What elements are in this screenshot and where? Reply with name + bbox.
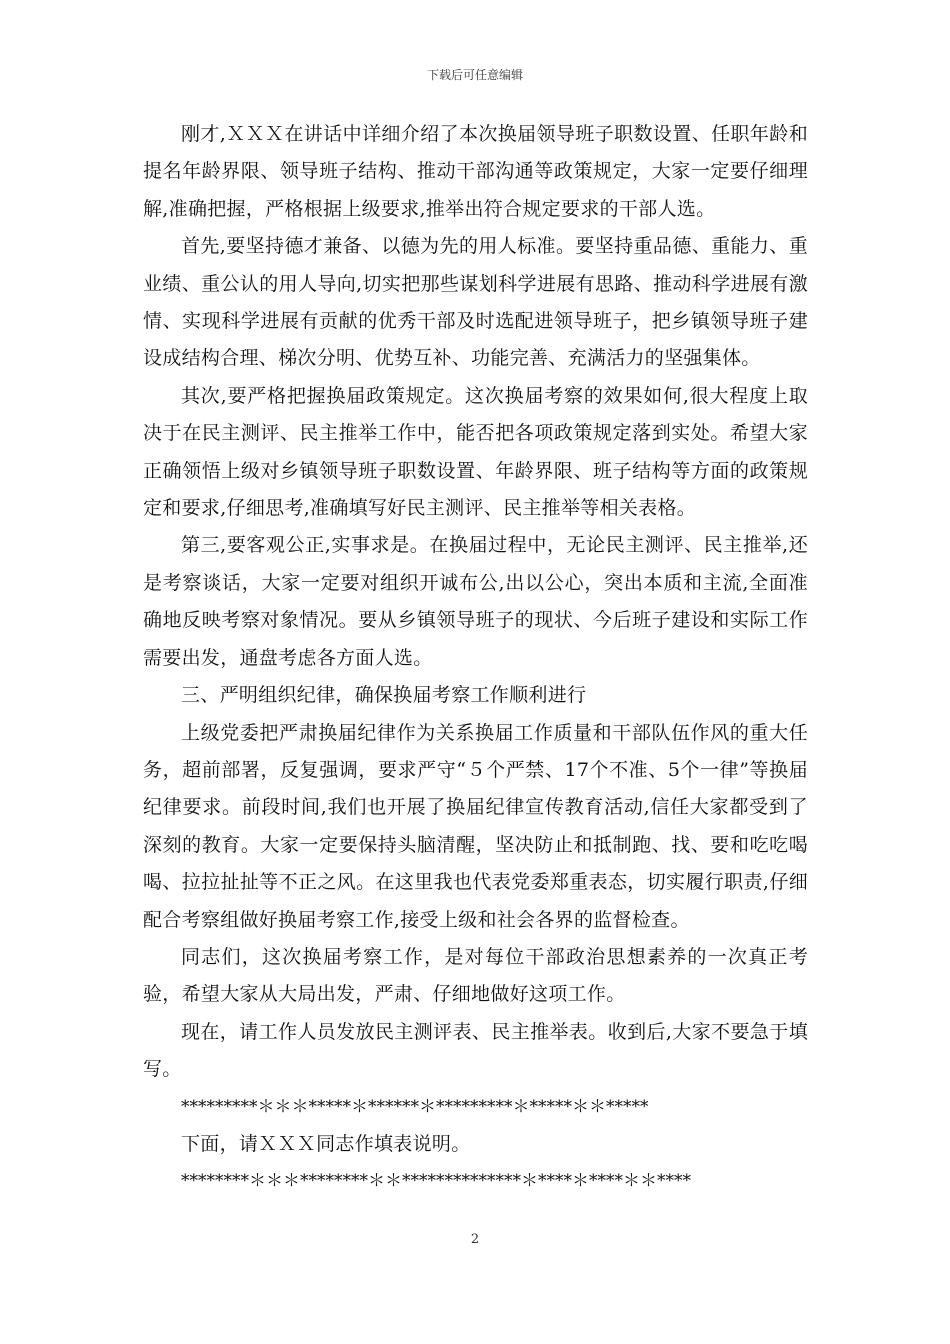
- document-body: [143, 116, 808, 1201]
- separator-line: ********＊＊＊********＊＊**************＊****＊****＊＊****: [181, 1171, 691, 1192]
- separator-line: *********＊＊＊*****＊******＊*********＊*****＊＊*****: [181, 1096, 649, 1117]
- paragraph-distribute-forms: 现在，请工作人员发放民主测评表、民主推举表。收到后,大家不要急于填写。: [143, 1020, 808, 1081]
- paragraph-first-point: 首先,要坚持德才兼备、以德为先的用人标准。要坚持重品德、重能力、重业绩、重公认的用人导向,切实把那些谋划科学进展有思路、推动科学进展有激情、实现科学进展有贡献的优秀干部及时选配进领导班子，把乡镇领导班子建设成结构合理、梯次分明、优势互补、功能完善、充满活力的坚强集体。: [143, 235, 808, 370]
- page-header: 下载后可任意编辑: [426, 68, 523, 82]
- paragraph-comrades: 同志们，这次换届考察工作，是对每位干部政治思想素养的一次真正考验，希望大家从大局出发，严肃、仔细地做好这项工作。: [143, 945, 808, 1006]
- paragraph-third-point: 第三,要客观公正,实事求是。在换届过程中，无论民主测评、民主推举,还是考察谈话，大家一定要对组织开诚布公,出以公心，突出本质和主流,全面准确地反映考察对象情况。要从乡镇领导班子的现状、今后班子建设和实际工作需要出发，通盘考虑各方面人选。: [143, 534, 808, 669]
- paragraph-instruction: 下面，请ＸＸＸ同志作填表说明。: [181, 1132, 471, 1155]
- section-heading: 三、严明组织纪律，确保换届考察工作顺利进行: [181, 684, 587, 707]
- paragraph-discipline: 上级党委把严肃换届纪律作为关系换届工作质量和干部队伍作风的重大任务，超前部署，反复强调，要求严守“５个严禁、17个不准、5个一律”等换届纪律要求。前段时间,我们也开展了换届纪律宣传教育活动,信任大家都受到了深刻的教育。大家一定要保持头脑清醒，坚决防止和抵制跑、找、要和吃吃喝喝、拉拉扯扯等不正之风。在这里我也代表党委郑重表态，切实履行职责,仔细配合考察组做好换届考察工作,接受上级和社会各界的监督检查。: [143, 721, 808, 931]
- page-number: 2: [470, 1232, 480, 1247]
- paragraph-intro: 刚才,ＸＸＸ在讲话中详细介绍了本次换届领导班子职数设置、任职年龄和提名年龄界限、领导班子结构、推动干部沟通等政策规定，大家一定要仔细理解,准确把握，严格根据上级要求,推举出符合规定要求的干部人选。: [143, 123, 808, 220]
- paragraph-second-point: 其次,要严格把握换届政策规定。这次换届考察的效果如何,很大程度上取决于在民主测评、民主推举工作中，能否把各项政策规定落到实处。希望大家正确领悟上级对乡镇领导班子职数设置、年龄界限、班子结构等方面的政策规定和要求,仔细思考,准确填写好民主测评、民主推举等相关表格。: [143, 384, 808, 520]
